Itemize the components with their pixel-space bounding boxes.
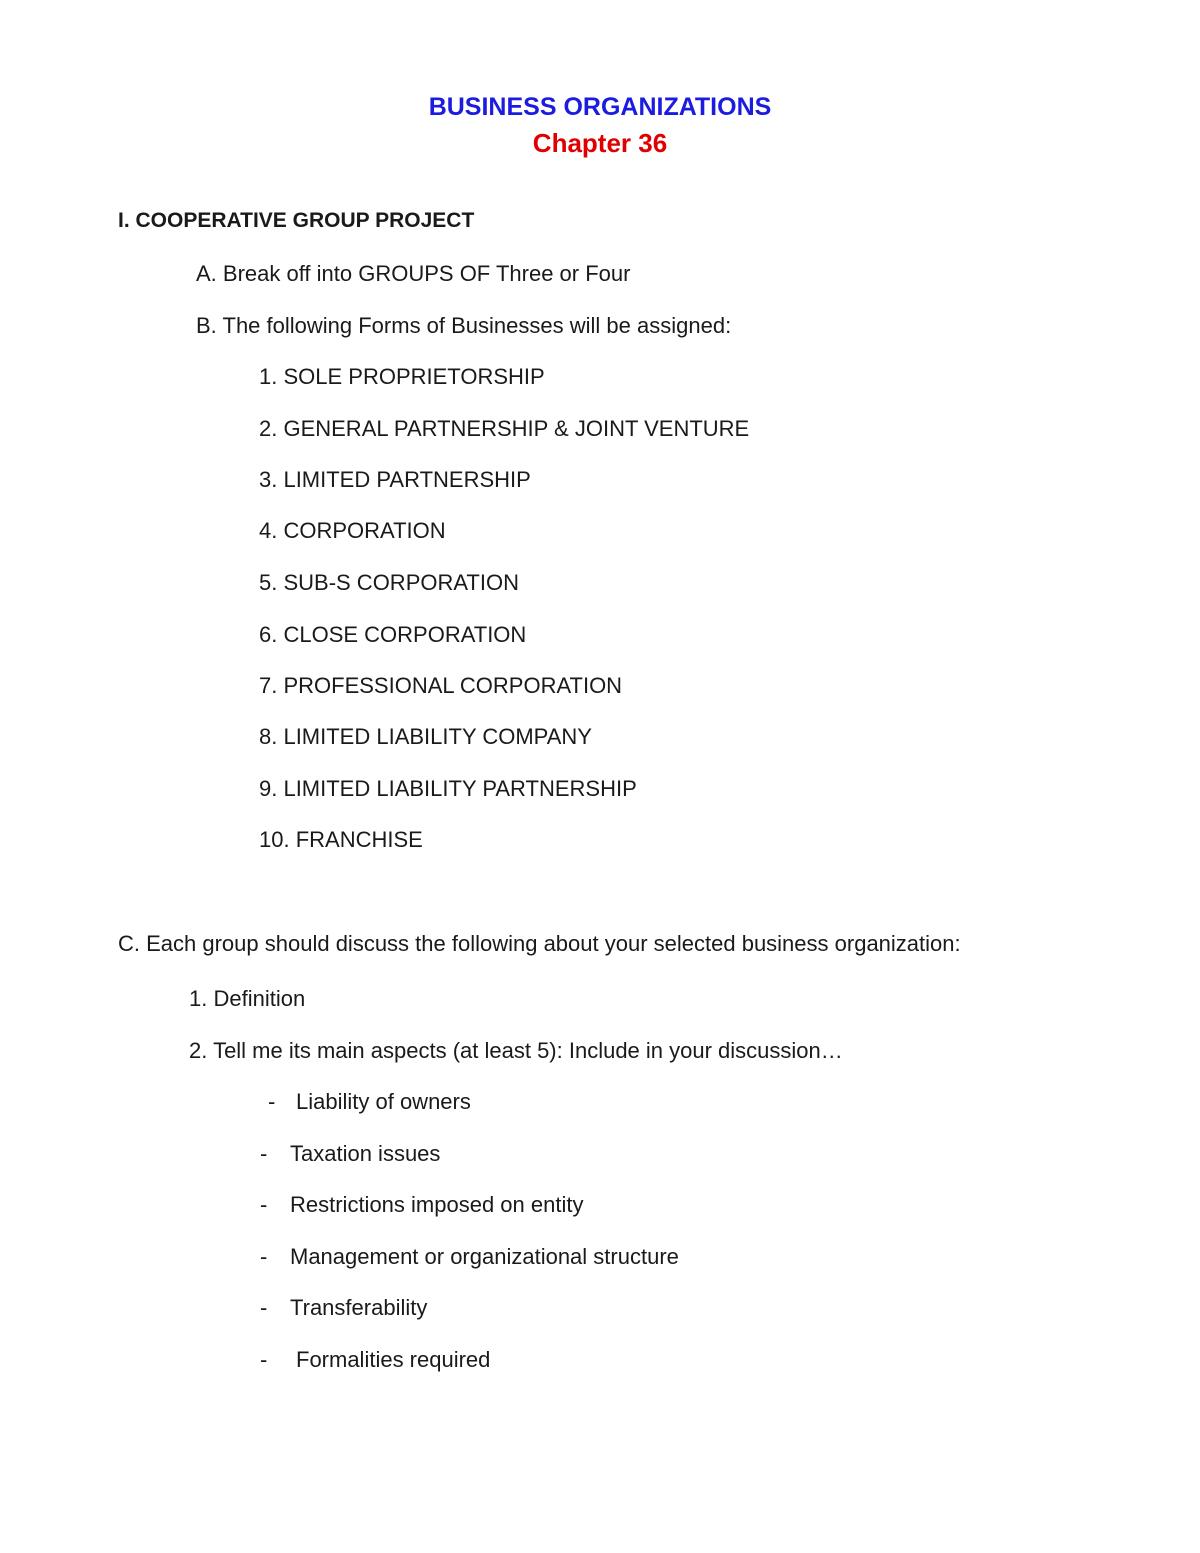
aspect-text: Transferability	[290, 1295, 428, 1320]
item-a: A. Break off into GROUPS OF Three or Four	[196, 261, 631, 286]
bullet-dash: -	[260, 1192, 268, 1217]
list-item: 10. FRANCHISE	[259, 827, 423, 852]
section-heading: I. COOPERATIVE GROUP PROJECT	[118, 209, 475, 232]
list-item: 1. SOLE PROPRIETORSHIP	[259, 364, 545, 389]
bullet-dash: -	[260, 1244, 268, 1269]
list-item: 2. Tell me its main aspects (at least 5): Include in your discussion…	[189, 1038, 843, 1063]
list-item: 1. Definition	[189, 986, 306, 1011]
bullet-dash: -	[260, 1141, 268, 1166]
list-item: 5. SUB-S CORPORATION	[259, 570, 519, 595]
aspect-text: Formalities required	[296, 1347, 491, 1372]
chapter-subtitle: Chapter 36	[532, 128, 668, 158]
list-item: 7. PROFESSIONAL CORPORATION	[259, 673, 623, 698]
bullet-dash: -	[260, 1347, 268, 1372]
list-item: 8. LIMITED LIABILITY COMPANY	[259, 724, 592, 749]
document-title: BUSINESS ORGANIZATIONS	[428, 93, 772, 121]
item-c: C. Each group should discuss the following about your selected business organization:	[118, 931, 961, 956]
aspect-text: Management or organizational structure	[290, 1244, 679, 1269]
list-item: 6. CLOSE CORPORATION	[259, 622, 527, 647]
list-item: 2. GENERAL PARTNERSHIP & JOINT VENTURE	[259, 416, 750, 441]
list-item: 9. LIMITED LIABILITY PARTNERSHIP	[259, 776, 637, 801]
aspect-text: Restrictions imposed on entity	[290, 1192, 584, 1217]
aspect-text: Liability of owners	[296, 1089, 471, 1114]
bullet-dash: -	[260, 1295, 268, 1320]
item-b: B. The following Forms of Businesses will be assigned:	[196, 313, 732, 338]
list-item: 4. CORPORATION	[259, 518, 446, 543]
aspect-text: Taxation issues	[290, 1141, 441, 1166]
list-item: 3. LIMITED PARTNERSHIP	[259, 467, 531, 492]
bullet-dash: -	[268, 1089, 276, 1114]
